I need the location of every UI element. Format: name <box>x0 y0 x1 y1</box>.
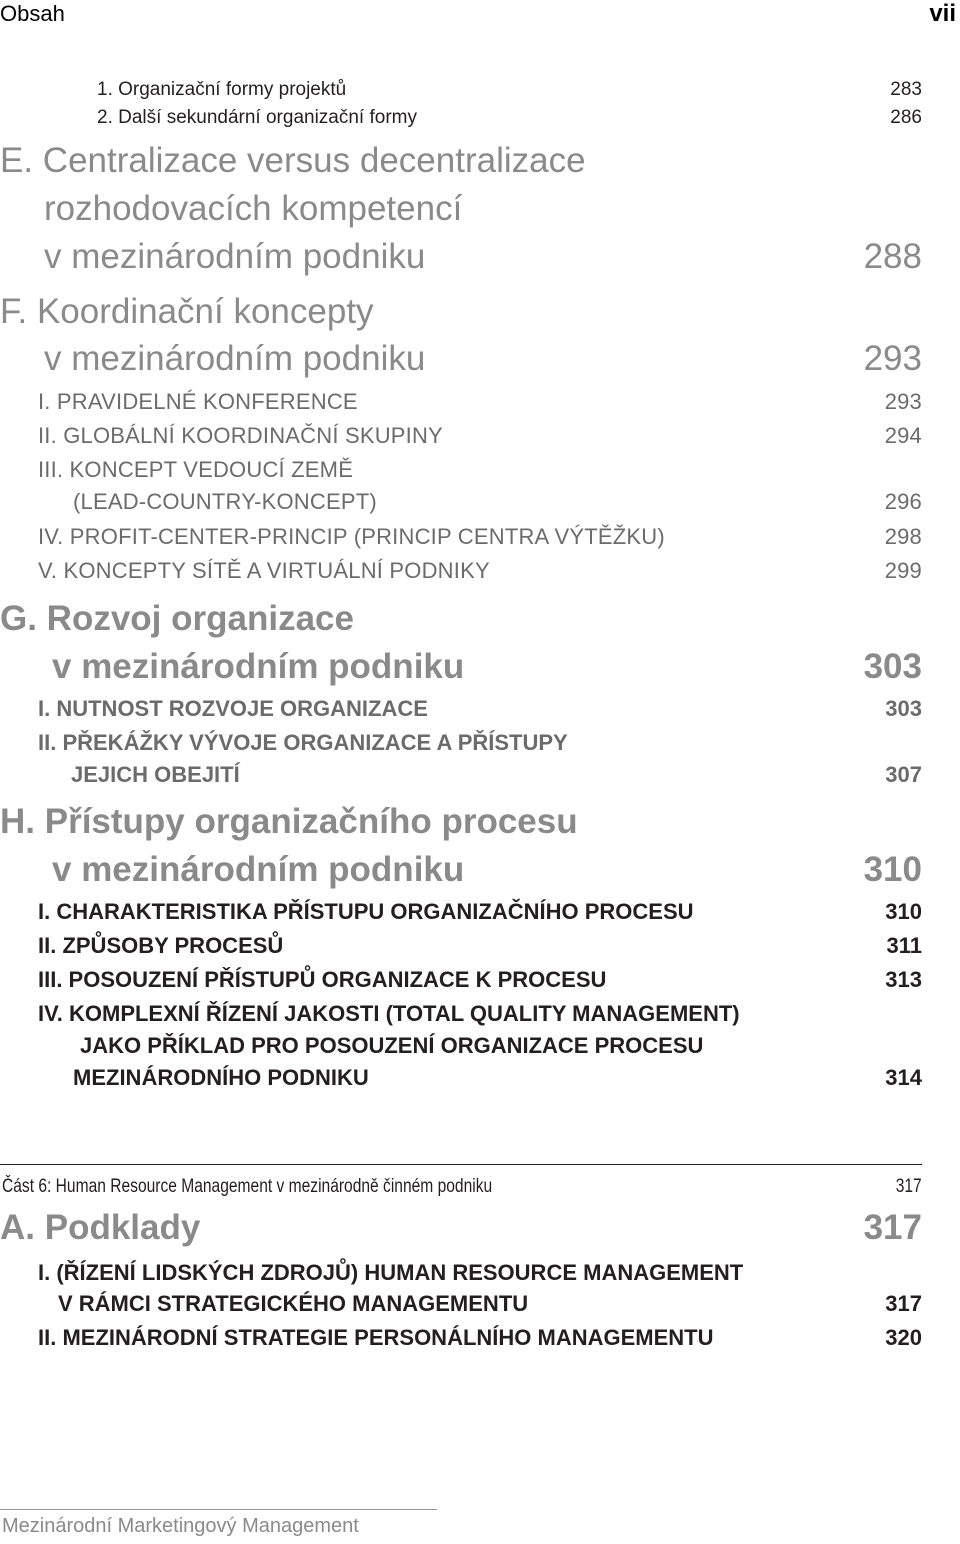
toc-entry-label-cont: V RÁMCI STRATEGICKÉHO MANAGEMENTU <box>58 1291 529 1316</box>
page-number-roman: vii <box>929 0 956 27</box>
toc-entry-page: 299 <box>884 558 922 583</box>
chapter-heading-cont: v mezinárodním podniku <box>52 647 465 686</box>
toc-entry-label-cont: JAKO PŘÍKLAD PRO POSOUZENÍ ORGANIZACE PROCESU <box>80 1033 704 1058</box>
toc-entry-page: 310 <box>885 899 922 924</box>
toc-entry-label: I. CHARAKTERISTIKA PŘÍSTUPU ORGANIZAČNÍHO PROCESU <box>38 899 694 924</box>
toc-entry-label-cont: JEJICH OBEJITÍ <box>71 762 240 787</box>
chapter-heading-cont: v mezinárodním podniku <box>44 237 426 276</box>
part-divider <box>0 1164 922 1165</box>
chapter-page: 317 <box>863 1208 922 1247</box>
toc-entry-label: II. MEZINÁRODNÍ STRATEGIE PERSONÁLNÍHO MANAGEMENTU <box>38 1325 714 1350</box>
toc-entry-label: 2. Další sekundární organizační formy <box>97 107 417 128</box>
toc-entry-label: 1. Organizační formy projektů <box>97 79 347 100</box>
toc-entry-page: 311 <box>886 933 922 958</box>
toc-entry-label: I. NUTNOST ROZVOJE ORGANIZACE <box>38 696 428 721</box>
toc-entry-page: 298 <box>884 524 922 549</box>
toc-entry-label-cont: (LEAD-COUNTRY-KONCEPT) <box>73 489 377 514</box>
chapter-heading: F. Koordinační koncepty <box>0 292 374 331</box>
chapter-heading: E. Centralizace versus decentralizace <box>0 141 586 180</box>
chapter-heading-cont: v mezinárodním podniku <box>52 850 465 889</box>
toc-entry-page: 317 <box>885 1291 922 1316</box>
chapter-heading-cont: v mezinárodním podniku <box>44 339 426 378</box>
chapter-page: 310 <box>863 850 922 889</box>
chapter-page: 303 <box>863 647 922 686</box>
running-header-title: Obsah <box>0 1 65 26</box>
toc-entry-label: IV. KOMPLEXNÍ ŘÍZENÍ JAKOSTI (TOTAL QUALITY MANAGEMENT) <box>38 1001 740 1026</box>
toc-entry-page: 307 <box>885 762 922 787</box>
footer-rule <box>0 1509 437 1510</box>
toc-entry-page: 303 <box>885 696 922 721</box>
toc-entry-page: 286 <box>890 107 922 128</box>
toc-entry-page: 293 <box>884 389 922 414</box>
toc-entry-label-cont: MEZINÁRODNÍHO PODNIKU <box>73 1065 369 1090</box>
chapter-page: 293 <box>863 339 922 378</box>
chapter-heading: A. Podklady <box>0 1208 201 1247</box>
toc-entry-label: III. POSOUZENÍ PŘÍSTUPŮ ORGANIZACE K PROCESU <box>38 967 607 992</box>
part-heading: Část 6: Human Resource Management v mezinárodně činném podniku <box>2 1176 493 1197</box>
chapter-heading: H. Přístupy organizačního procesu <box>0 802 578 841</box>
toc-entry-label: I. PRAVIDELNÉ KONFERENCE <box>38 389 358 414</box>
toc-entry-label: II. PŘEKÁŽKY VÝVOJE ORGANIZACE A PŘÍSTUPY <box>38 730 568 755</box>
toc-entry-page: 296 <box>884 489 922 514</box>
toc-entry-page: 313 <box>885 967 922 992</box>
toc-entry-page: 283 <box>890 79 922 100</box>
running-footer-title: Mezinárodní Marketingový Management <box>2 1515 359 1537</box>
chapter-heading: G. Rozvoj organizace <box>0 599 354 638</box>
toc-entry-label: II. GLOBÁLNÍ KOORDINAČNÍ SKUPINY <box>38 423 443 448</box>
toc-entry-label: V. KONCEPTY SÍTĚ A VIRTUÁLNÍ PODNIKY <box>38 558 490 583</box>
toc-entry-page: 314 <box>885 1065 922 1090</box>
toc-entry-page: 320 <box>885 1325 922 1350</box>
part-page: 317 <box>896 1176 922 1197</box>
toc-entry-label: IV. PROFIT-CENTER-PRINCIP (PRINCIP CENTRA VÝTĚŽKU) <box>38 524 665 549</box>
toc-entry-label: II. ZPŮSOBY PROCESŮ <box>38 933 284 958</box>
chapter-heading-cont: rozhodovacích kompetencí <box>44 189 463 228</box>
toc-entry-label: III. KONCEPT VEDOUCÍ ZEMĚ <box>38 457 354 482</box>
toc-entry-label: I. (ŘÍZENÍ LIDSKÝCH ZDROJŮ) HUMAN RESOURCE MANAGEMENT <box>38 1260 744 1285</box>
toc-entry-page: 294 <box>884 423 922 448</box>
chapter-page: 288 <box>863 237 922 276</box>
